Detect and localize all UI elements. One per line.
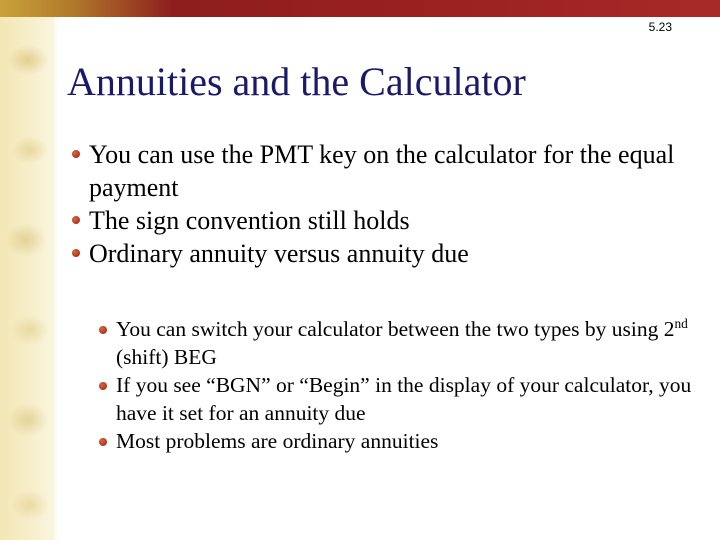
bullet-icon [72, 249, 80, 257]
list-item [72, 138, 702, 204]
bullet-icon [99, 382, 107, 390]
list-item [96, 427, 696, 455]
bullet-icon [72, 216, 80, 224]
sub-bullet-list [96, 315, 696, 455]
bullet-icon [99, 326, 107, 334]
bullet-icon [99, 438, 107, 446]
slide-title: Annuities and the Calculator [67, 59, 526, 104]
bullet-text: You can use the PMT key on the calculator for the equal payment [89, 140, 675, 202]
sub-bullet-text: You can switch your calculator between the two types by using 2nd (shift) BEG [116, 315, 688, 369]
sub-bullet-text: Most problems are ordinary annuities [116, 429, 439, 453]
list-item [72, 237, 702, 270]
list-item [72, 204, 702, 237]
bullet-text: Ordinary annuity versus annuity due [89, 239, 469, 268]
bullet-text: The sign convention still holds [89, 206, 410, 235]
list-item [96, 371, 696, 427]
bullet-list [72, 138, 702, 270]
decorative-top-bar [0, 0, 720, 17]
slide-number: 5.23 [648, 20, 672, 34]
decorative-side-band [0, 0, 58, 540]
bullet-icon [72, 150, 80, 158]
list-item [96, 315, 696, 371]
sub-bullet-text: If you see “BGN” or “Begin” in the display of your calculator, you have it set for an annuity due [116, 373, 692, 425]
